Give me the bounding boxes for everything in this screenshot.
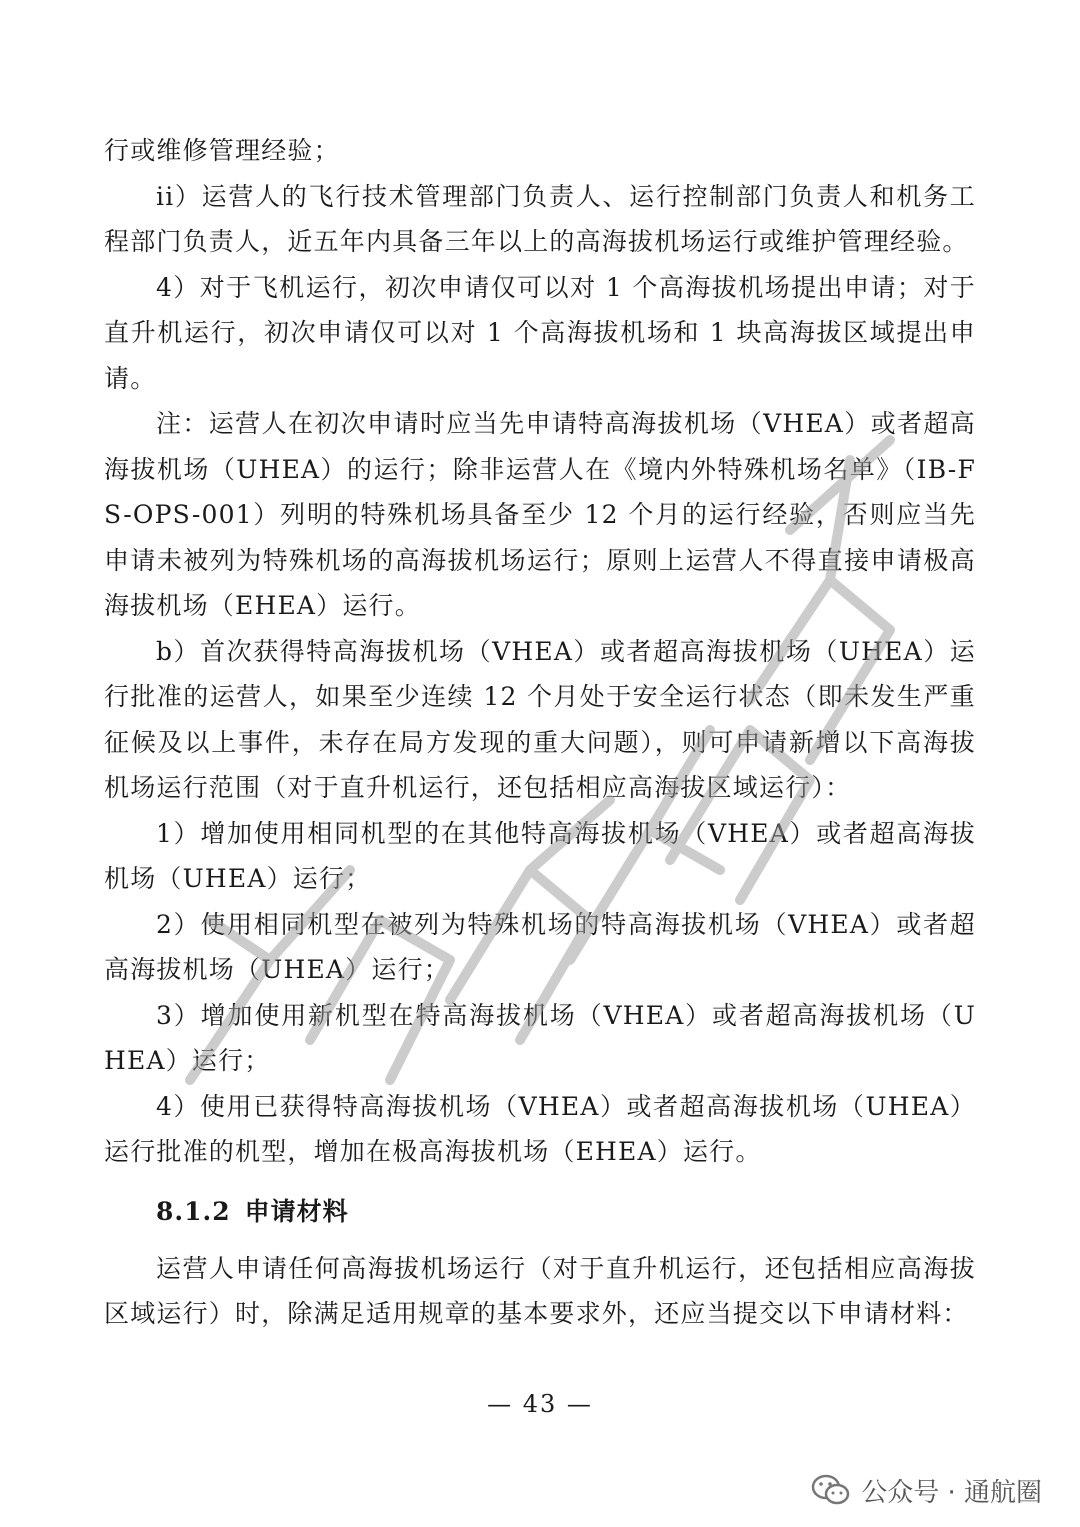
note-paragraph: 注：运营人在初次申请时应当先申请特高海拔机场（VHEA）或者超高海拔机场（UHEA）的运行；除非运营人在《境内外特殊机场名单》（IB-FS-OPS-001）列明的特殊机场具备至少 12 个月的运行经验，否则应当先申请未被列为特殊机场的高海拔机场运行；原则上运营人不得直接申请极高海拔机场（EHEA）运行。 xyxy=(104,409,976,620)
section-number: 8.1.2 xyxy=(156,1196,231,1226)
paragraph-1: 行或维修管理经验； xyxy=(104,136,340,165)
list-item-3: 3）增加使用新机型在特高海拔机场（VHEA）或者超高海拔机场（UHEA）运行； xyxy=(104,1000,976,1075)
footer-label: 公众号 · 通航圈 xyxy=(861,1477,1042,1508)
section-heading xyxy=(156,1189,976,1234)
list-item-4: 4）使用已获得特高海拔机场（VHEA）或者超高海拔机场（UHEA）运行批准的机型，增加在极高海拔机场（EHEA）运行。 xyxy=(104,1091,976,1166)
wechat-icon xyxy=(811,1473,851,1507)
page-number: — 43 — xyxy=(487,1390,593,1418)
paragraph-materials: 运营人申请任何高海拔机场运行（对于直升机运行，还包括相应高海拔区域运行）时，除满足适用规章的基本要求外，还应当提交以下申请材料： xyxy=(104,1253,976,1328)
document-body xyxy=(104,128,976,1337)
list-item-1: 1）增加使用相同机型的在其他特高海拔机场（VHEA）或者超高海拔机场（UHEA）运行； xyxy=(104,818,976,893)
paragraph-b: b）首次获得特高海拔机场（VHEA）或者超高海拔机场（UHEA）运行批准的运营人，如果至少连续 12 个月处于安全运行状态（即未发生严重征候及以上事件，未存在局方发现的重大问题），则可申请新增以下高海拔机场运行范围（对于直升机运行，还包括相应高海拔区域运行）： xyxy=(104,636,976,802)
paragraph-3: 4）对于飞机运行，初次申请仅可以对 1 个高海拔机场提出申请；对于直升机运行，初次申请仅可以对 1 个高海拔机场和 1 块高海拔区域提出申请。 xyxy=(104,272,976,393)
section-title: 申请材料 xyxy=(244,1196,349,1226)
list-item-2: 2）使用相同机型在被列为特殊机场的特高海拔机场（VHEA）或者超高海拔机场（UHEA）运行； xyxy=(104,909,976,984)
footer-brand xyxy=(811,1468,1042,1512)
paragraph-2: ii）运营人的飞行技术管理部门负责人、运行控制部门负责人和机务工程部门负责人，近五年内具备三年以上的高海拔机场运行或维护管理经验。 xyxy=(104,181,976,256)
